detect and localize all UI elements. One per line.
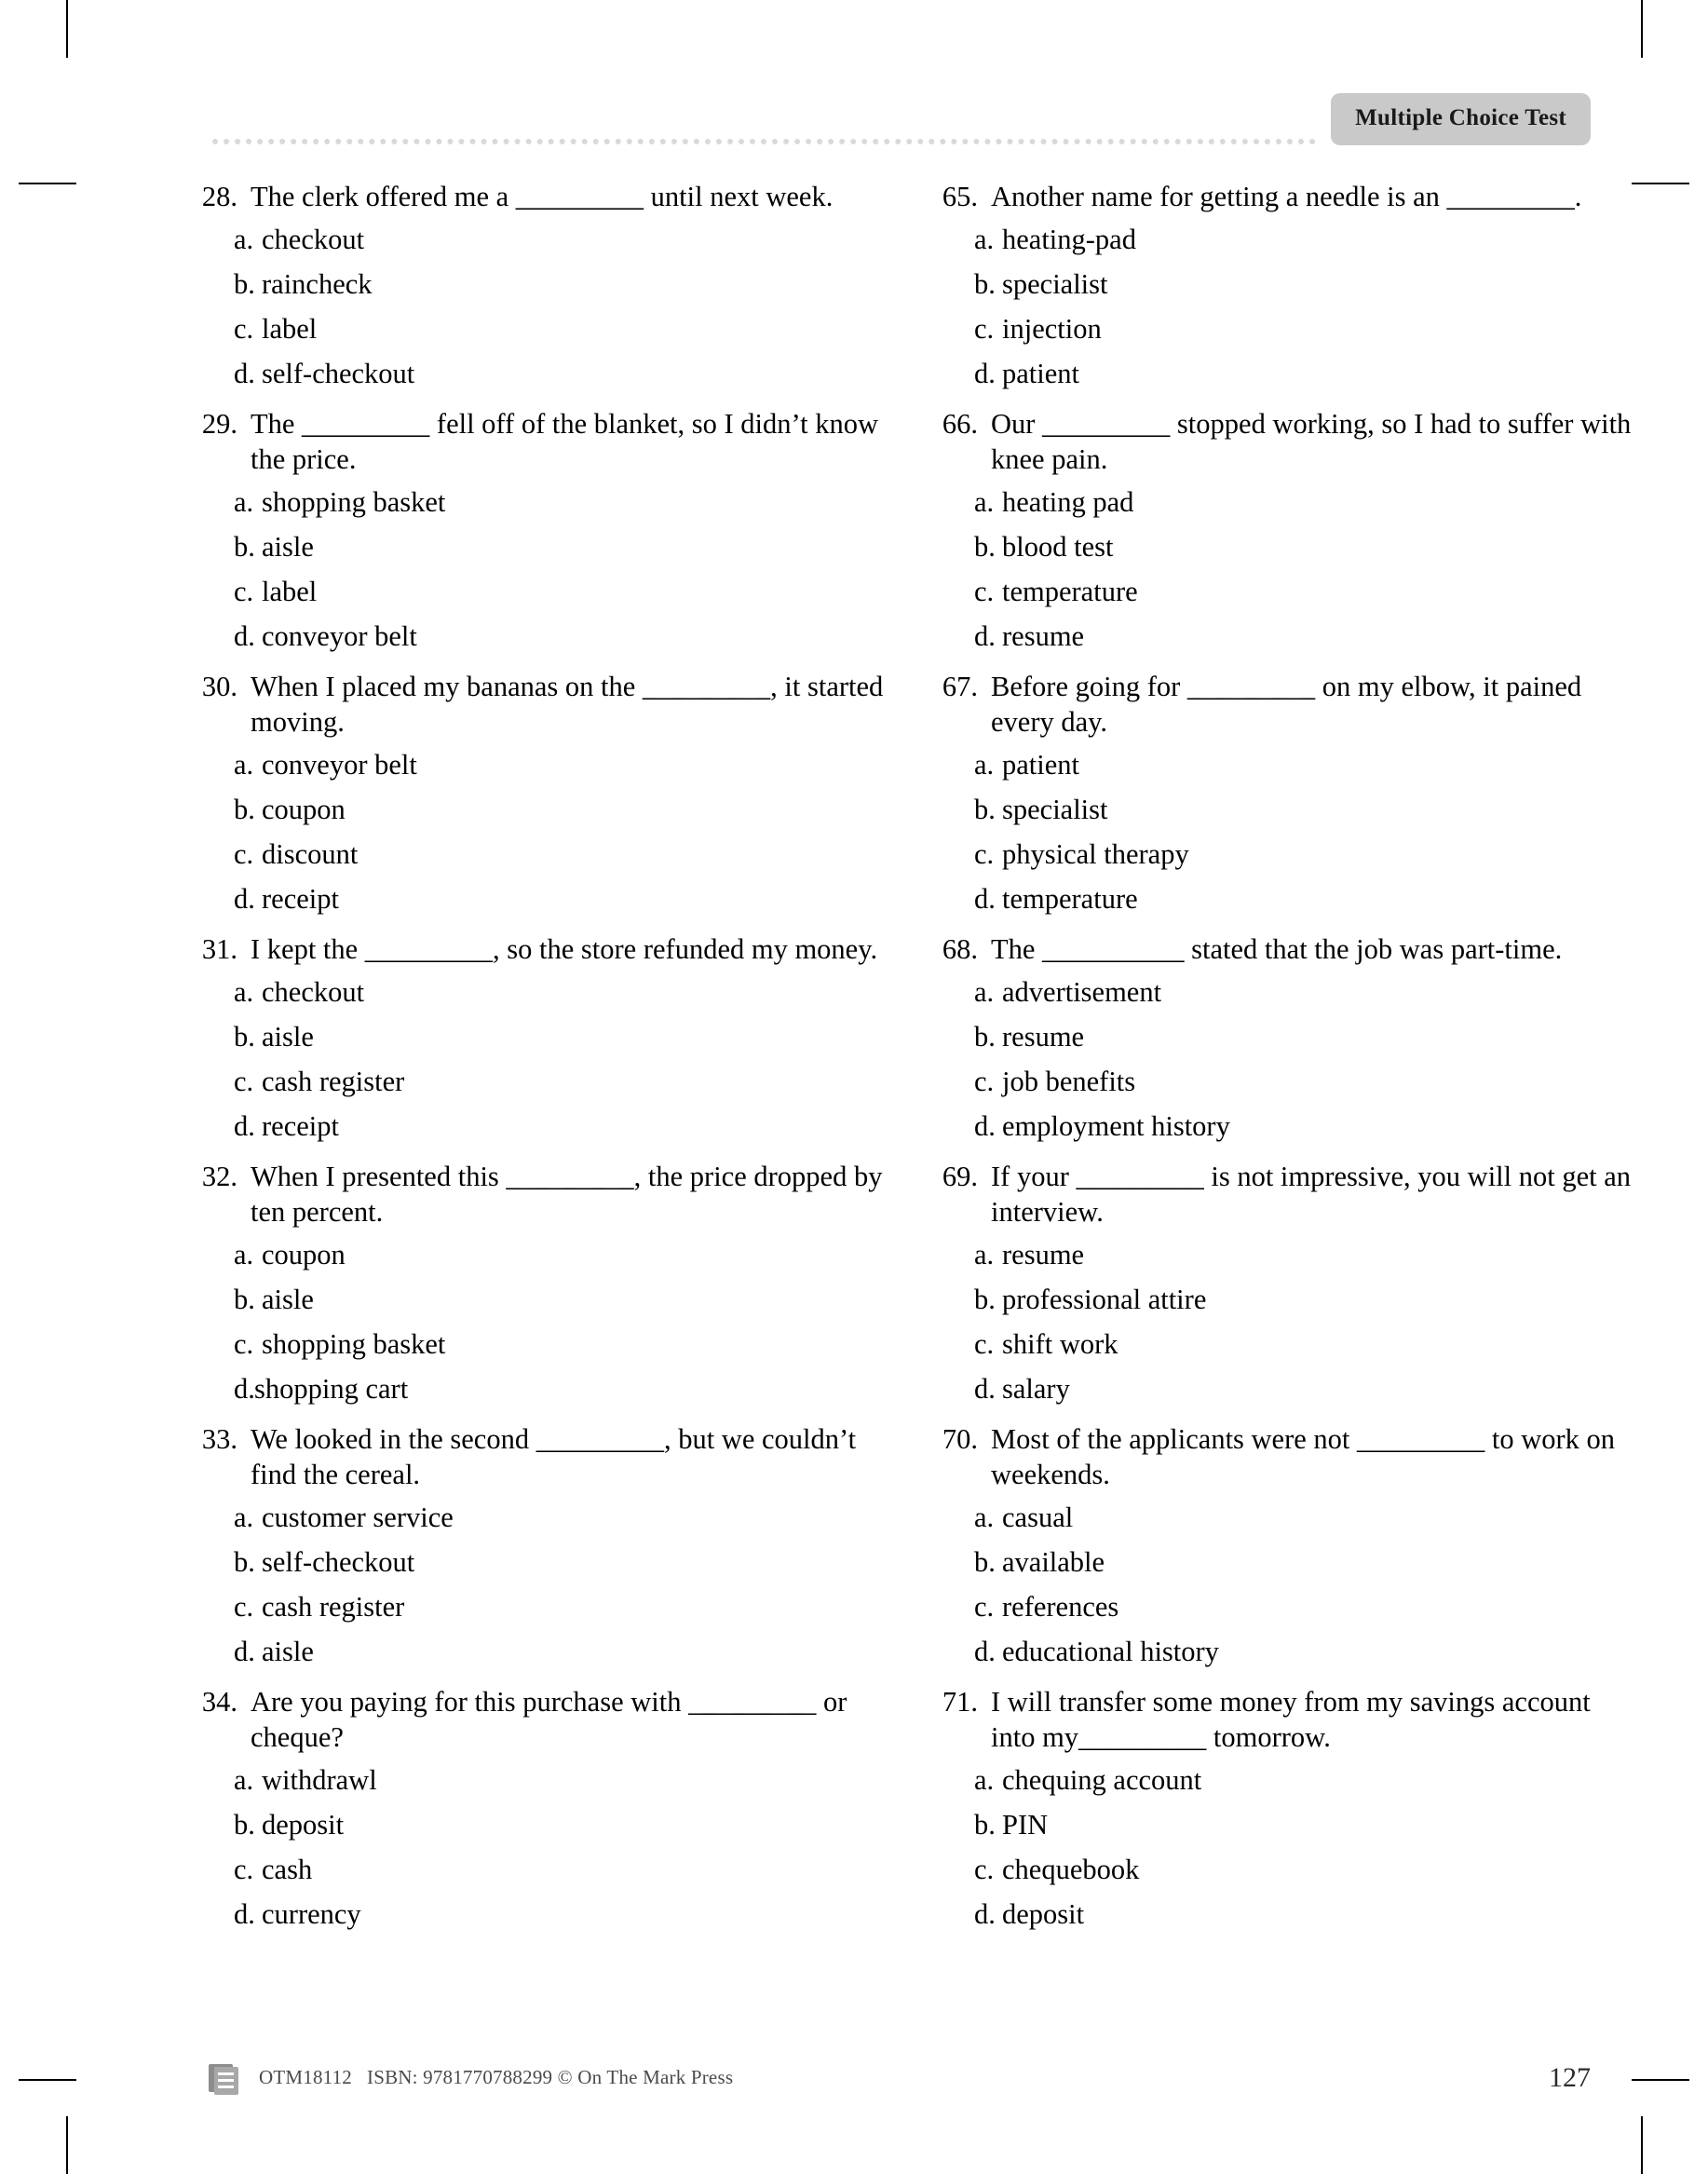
question-stem — [191, 179, 899, 214]
question-number: 68. — [942, 933, 978, 965]
answer-option-text: physical therapy — [1002, 838, 1189, 870]
answer-option-letter: a. — [974, 486, 995, 518]
answer-option[interactable] — [931, 262, 1639, 306]
answer-option-text: temperature — [1002, 883, 1138, 915]
question-text: Before going for _________ on my elbow, it pained every day. — [991, 671, 1582, 738]
answer-option-text: advertisement — [1002, 976, 1162, 1008]
question-stem — [931, 1159, 1639, 1230]
answer-option-letter: b. — [974, 1809, 996, 1841]
answer-option[interactable] — [931, 1232, 1639, 1277]
answer-option-letter: d. — [974, 883, 996, 915]
answer-option-letter: a. — [974, 1764, 995, 1796]
answer-option-list — [931, 970, 1639, 1148]
answer-option-text: shopping basket — [262, 486, 446, 518]
answer-option-letter: c. — [974, 1854, 995, 1885]
answer-option-list — [931, 217, 1639, 396]
answer-option-text: specialist — [1002, 794, 1108, 825]
answer-option-letter: b. — [234, 1809, 255, 1841]
footer-product-code: OTM18112 — [259, 2066, 352, 2088]
answer-option-letter: d. — [234, 1110, 255, 1142]
answer-option[interactable] — [931, 1059, 1639, 1104]
answer-option-letter: a. — [234, 1501, 254, 1533]
answer-option-letter: d. — [234, 620, 255, 652]
answer-option[interactable] — [931, 351, 1639, 396]
answer-option-list — [931, 1758, 1639, 1936]
question-text: Another name for getting a needle is an _________. — [991, 181, 1582, 212]
question-text: We looked in the second _________, but we couldn’t find the cereal. — [251, 1423, 857, 1490]
answer-option[interactable] — [191, 1014, 899, 1059]
answer-option-text: self-checkout — [262, 358, 415, 389]
answer-option-text: conveyor belt — [262, 620, 417, 652]
answer-option[interactable] — [191, 1277, 899, 1322]
crop-mark-top-left-vertical — [66, 0, 68, 58]
answer-option-text: aisle — [262, 1636, 314, 1667]
question-text: The __________ stated that the job was part-time. — [991, 933, 1563, 965]
answer-option-letter: d. — [234, 358, 255, 389]
answer-option[interactable] — [191, 1495, 899, 1540]
answer-option[interactable] — [931, 832, 1639, 876]
answer-option-text: checkout — [262, 976, 365, 1008]
answer-option-text: cash register — [262, 1066, 405, 1097]
answer-option[interactable] — [931, 1540, 1639, 1584]
question-text: The _________ fell off of the blanket, so I didn’t know the price. — [251, 408, 878, 475]
footer-isbn: ISBN: 9781770788299 © On The Mark Press — [367, 2066, 734, 2088]
answer-option-letter: a. — [974, 976, 995, 1008]
answer-option-text: patient — [1002, 749, 1079, 781]
pages-stack-icon — [207, 2062, 238, 2096]
answer-option-text: resume — [1002, 1021, 1085, 1053]
answer-option-text: customer service — [262, 1501, 454, 1533]
answer-option[interactable] — [931, 1758, 1639, 1802]
crop-mark-bottom-right-vertical — [1641, 2116, 1643, 2174]
answer-option-letter: c. — [974, 313, 995, 345]
question-stem — [931, 1421, 1639, 1492]
question-stem — [191, 406, 899, 477]
question-stem — [931, 931, 1639, 967]
answer-option-letter: a. — [974, 749, 995, 781]
answer-option-letter: d. — [974, 1636, 996, 1667]
answer-option[interactable] — [191, 569, 899, 614]
answer-option-list — [191, 1758, 899, 1936]
answer-option-letter: b. — [974, 1546, 996, 1578]
answer-option-text: blood test — [1002, 531, 1114, 563]
answer-option-text: label — [262, 313, 318, 345]
question-stem — [931, 669, 1639, 740]
answer-option[interactable] — [931, 1104, 1639, 1148]
question-number: 30. — [201, 671, 237, 702]
answer-option-list — [931, 1232, 1639, 1411]
question-stem — [191, 1421, 899, 1492]
answer-option[interactable] — [191, 1232, 899, 1277]
answer-option-letter: b. — [974, 531, 996, 563]
question-block — [191, 406, 899, 659]
answer-option-text: receipt — [262, 1110, 339, 1142]
question-block — [931, 179, 1639, 396]
answer-option[interactable] — [931, 1277, 1639, 1322]
answer-option[interactable] — [191, 1892, 899, 1936]
answer-option-letter: b. — [234, 531, 255, 563]
question-text: I will transfer some money from my savings account into my_________ tomorrow. — [991, 1686, 1591, 1753]
header-dotted-rule — [212, 139, 1316, 144]
answer-option-text: professional attire — [1002, 1284, 1207, 1315]
answer-option[interactable] — [931, 614, 1639, 659]
answer-option[interactable] — [191, 1366, 899, 1411]
answer-option-text: label — [262, 576, 318, 607]
answer-option-letter: d. — [234, 1636, 255, 1667]
answer-option[interactable] — [931, 876, 1639, 921]
question-block — [931, 669, 1639, 921]
question-block — [191, 1684, 899, 1936]
answer-option-letter: c. — [974, 838, 995, 870]
answer-option-letter: c. — [234, 838, 254, 870]
right-question-column — [931, 179, 1639, 1947]
left-question-column — [191, 179, 899, 1947]
answer-option[interactable] — [931, 1892, 1639, 1936]
answer-option-letter: a. — [974, 224, 995, 255]
answer-option[interactable] — [931, 1802, 1639, 1847]
answer-option-letter: c. — [234, 1854, 254, 1885]
answer-option-letter: d. — [974, 1898, 996, 1930]
answer-option[interactable] — [931, 1495, 1639, 1540]
answer-option[interactable] — [191, 742, 899, 787]
answer-option-text: aisle — [262, 1284, 314, 1315]
question-stem — [931, 406, 1639, 477]
answer-option[interactable] — [191, 351, 899, 396]
question-stem — [191, 669, 899, 740]
answer-option[interactable] — [931, 524, 1639, 569]
answer-option-letter: a. — [974, 1239, 995, 1270]
answer-option[interactable] — [191, 524, 899, 569]
question-number: 31. — [201, 933, 237, 965]
question-block — [931, 1159, 1639, 1411]
question-text: When I placed my bananas on the _________, it started moving. — [251, 671, 884, 738]
answer-option[interactable] — [931, 970, 1639, 1014]
answer-option[interactable] — [191, 614, 899, 659]
answer-option-letter: a. — [234, 1239, 254, 1270]
answer-option-text: shift work — [1002, 1328, 1118, 1360]
section-title-badge: Multiple Choice Test — [1331, 93, 1591, 145]
answer-option-text: casual — [1002, 1501, 1074, 1533]
answer-option[interactable] — [191, 262, 899, 306]
answer-option-letter: c. — [234, 313, 254, 345]
answer-option-text: deposit — [1002, 1898, 1085, 1930]
answer-option[interactable] — [191, 1847, 899, 1892]
answer-option-text: PIN — [1002, 1809, 1049, 1841]
answer-option-text: chequing account — [1002, 1764, 1202, 1796]
answer-option-letter: d. — [974, 620, 996, 652]
answer-option-list — [931, 480, 1639, 659]
answer-option-text: shopping basket — [262, 1328, 446, 1360]
answer-option-letter: b. — [974, 268, 996, 300]
question-block — [191, 931, 899, 1148]
answer-option[interactable] — [191, 1629, 899, 1674]
answer-option-text: heating pad — [1002, 486, 1134, 518]
answer-option-letter: d. — [234, 1373, 255, 1405]
question-number: 32. — [201, 1161, 237, 1192]
answer-option-letter: b. — [974, 794, 996, 825]
answer-option[interactable] — [191, 832, 899, 876]
question-number: 66. — [942, 408, 978, 440]
question-block — [931, 406, 1639, 659]
answer-option-text: deposit — [262, 1809, 345, 1841]
question-block — [931, 1684, 1639, 1936]
answer-option-text: conveyor belt — [262, 749, 417, 781]
answer-option-text: cash register — [262, 1591, 405, 1623]
answer-option-letter: a. — [234, 976, 254, 1008]
question-block — [191, 669, 899, 921]
question-text: If your _________ is not impressive, you will not get an interview. — [991, 1161, 1632, 1228]
page-number: 127 — [1549, 2062, 1591, 2093]
question-text: The clerk offered me a _________ until next week. — [251, 181, 834, 212]
answer-option-text: chequebook — [1002, 1854, 1140, 1885]
question-stem — [191, 1684, 899, 1755]
answer-option-text: temperature — [1002, 576, 1138, 607]
answer-option-letter: d. — [974, 1373, 996, 1405]
answer-option-text: injection — [1002, 313, 1102, 345]
answer-option-letter: a. — [234, 749, 254, 781]
answer-option[interactable] — [191, 1540, 899, 1584]
answer-option[interactable] — [931, 217, 1639, 262]
answer-option-letter: c. — [234, 576, 254, 607]
question-stem — [191, 1159, 899, 1230]
answer-option-text: coupon — [262, 1239, 346, 1270]
answer-option-letter: a. — [234, 1764, 254, 1796]
answer-option-letter: c. — [974, 1328, 995, 1360]
question-text: When I presented this _________, the price dropped by ten percent. — [251, 1161, 883, 1228]
answer-option-text: resume — [1002, 1239, 1085, 1270]
answer-option-text: references — [1002, 1591, 1119, 1623]
answer-option[interactable] — [931, 1322, 1639, 1366]
answer-option-letter: b. — [234, 1284, 255, 1315]
question-stem — [191, 931, 899, 967]
crop-mark-top-right-vertical — [1641, 0, 1643, 58]
answer-option-letter: b. — [234, 268, 255, 300]
question-text: Are you paying for this purchase with _________ or cheque? — [251, 1686, 847, 1753]
question-block — [191, 1421, 899, 1674]
answer-option[interactable] — [191, 480, 899, 524]
answer-option[interactable] — [931, 1014, 1639, 1059]
answer-option[interactable] — [931, 1584, 1639, 1629]
answer-option[interactable] — [191, 306, 899, 351]
answer-option-letter: a. — [234, 224, 254, 255]
answer-option[interactable] — [191, 970, 899, 1014]
answer-option-text: currency — [262, 1898, 361, 1930]
answer-option[interactable] — [931, 1366, 1639, 1411]
answer-option[interactable] — [931, 1847, 1639, 1892]
answer-option-letter: d. — [974, 1110, 996, 1142]
answer-option[interactable] — [191, 1584, 899, 1629]
answer-option-letter: c. — [234, 1328, 254, 1360]
answer-option-letter: a. — [974, 1501, 995, 1533]
question-number: 29. — [201, 408, 237, 440]
answer-option-letter: b. — [234, 794, 255, 825]
question-columns — [0, 179, 1708, 1947]
question-number: 28. — [201, 181, 237, 212]
answer-option-text: shopping cart — [254, 1373, 409, 1405]
question-number: 34. — [201, 1686, 237, 1718]
answer-option-list — [191, 217, 899, 396]
answer-option-letter: c. — [234, 1591, 254, 1623]
answer-option-letter: b. — [234, 1546, 255, 1578]
answer-option-text: salary — [1002, 1373, 1070, 1405]
page-footer — [0, 2060, 1708, 2116]
question-text: Most of the applicants were not _________ to work on weekends. — [991, 1423, 1616, 1490]
answer-option[interactable] — [931, 480, 1639, 524]
answer-option[interactable] — [931, 569, 1639, 614]
question-block — [191, 179, 899, 396]
answer-option-text: available — [1002, 1546, 1105, 1578]
question-text: Our _________ stopped working, so I had to suffer with knee pain. — [991, 408, 1632, 475]
question-number: 71. — [942, 1686, 978, 1718]
answer-option-text: raincheck — [262, 268, 373, 300]
question-stem — [931, 179, 1639, 214]
answer-option[interactable] — [191, 1104, 899, 1148]
answer-option-letter: d. — [234, 1898, 255, 1930]
answer-option[interactable] — [191, 1758, 899, 1802]
answer-option-text: aisle — [262, 1021, 314, 1053]
answer-option-text: coupon — [262, 794, 346, 825]
answer-option-text: checkout — [262, 224, 365, 255]
answer-option[interactable] — [931, 742, 1639, 787]
question-block — [191, 1159, 899, 1411]
question-number: 65. — [942, 181, 978, 212]
answer-option-text: specialist — [1002, 268, 1108, 300]
answer-option-text: withdrawl — [262, 1764, 377, 1796]
answer-option-letter: c. — [234, 1066, 254, 1097]
answer-option[interactable] — [191, 1059, 899, 1104]
answer-option-text: self-checkout — [262, 1546, 415, 1578]
question-number: 70. — [942, 1423, 978, 1455]
answer-option-letter: b. — [974, 1284, 996, 1315]
question-block — [931, 1421, 1639, 1674]
question-number: 67. — [942, 671, 978, 702]
answer-option[interactable] — [931, 1629, 1639, 1674]
answer-option-letter: b. — [234, 1021, 255, 1053]
answer-option-letter: c. — [974, 1591, 995, 1623]
answer-option-text: resume — [1002, 620, 1085, 652]
answer-option-list — [931, 742, 1639, 921]
answer-option-letter: b. — [974, 1021, 996, 1053]
footer-imprint — [259, 2066, 733, 2089]
answer-option-text: employment history — [1002, 1110, 1230, 1142]
answer-option-list — [191, 742, 899, 921]
answer-option[interactable] — [191, 217, 899, 262]
answer-option-text: heating-pad — [1002, 224, 1136, 255]
answer-option-letter: d. — [974, 358, 996, 389]
page-header — [212, 105, 1591, 149]
question-stem — [931, 1684, 1639, 1755]
answer-option-list — [191, 480, 899, 659]
answer-option-list — [931, 1495, 1639, 1674]
crop-mark-bottom-left-vertical — [66, 2116, 68, 2174]
answer-option[interactable] — [191, 1322, 899, 1366]
answer-option-list — [191, 970, 899, 1148]
answer-option-list — [191, 1232, 899, 1411]
answer-option-text: receipt — [262, 883, 339, 915]
answer-option-text: cash — [262, 1854, 313, 1885]
answer-option-list — [191, 1495, 899, 1674]
answer-option-text: patient — [1002, 358, 1079, 389]
answer-option-letter: a. — [234, 486, 254, 518]
question-number: 33. — [201, 1423, 237, 1455]
answer-option-text: aisle — [262, 531, 314, 563]
question-number: 69. — [942, 1161, 978, 1192]
answer-option[interactable] — [191, 787, 899, 832]
answer-option-text: job benefits — [1002, 1066, 1136, 1097]
question-block — [931, 931, 1639, 1148]
answer-option[interactable] — [931, 306, 1639, 351]
answer-option-letter: c. — [974, 1066, 995, 1097]
answer-option[interactable] — [931, 787, 1639, 832]
answer-option[interactable] — [191, 1802, 899, 1847]
question-text: I kept the _________, so the store refunded my money. — [251, 933, 878, 965]
answer-option-text: discount — [262, 838, 359, 870]
answer-option[interactable] — [191, 876, 899, 921]
answer-option-letter: d. — [234, 883, 255, 915]
answer-option-letter: c. — [974, 576, 995, 607]
answer-option-text: educational history — [1002, 1636, 1219, 1667]
